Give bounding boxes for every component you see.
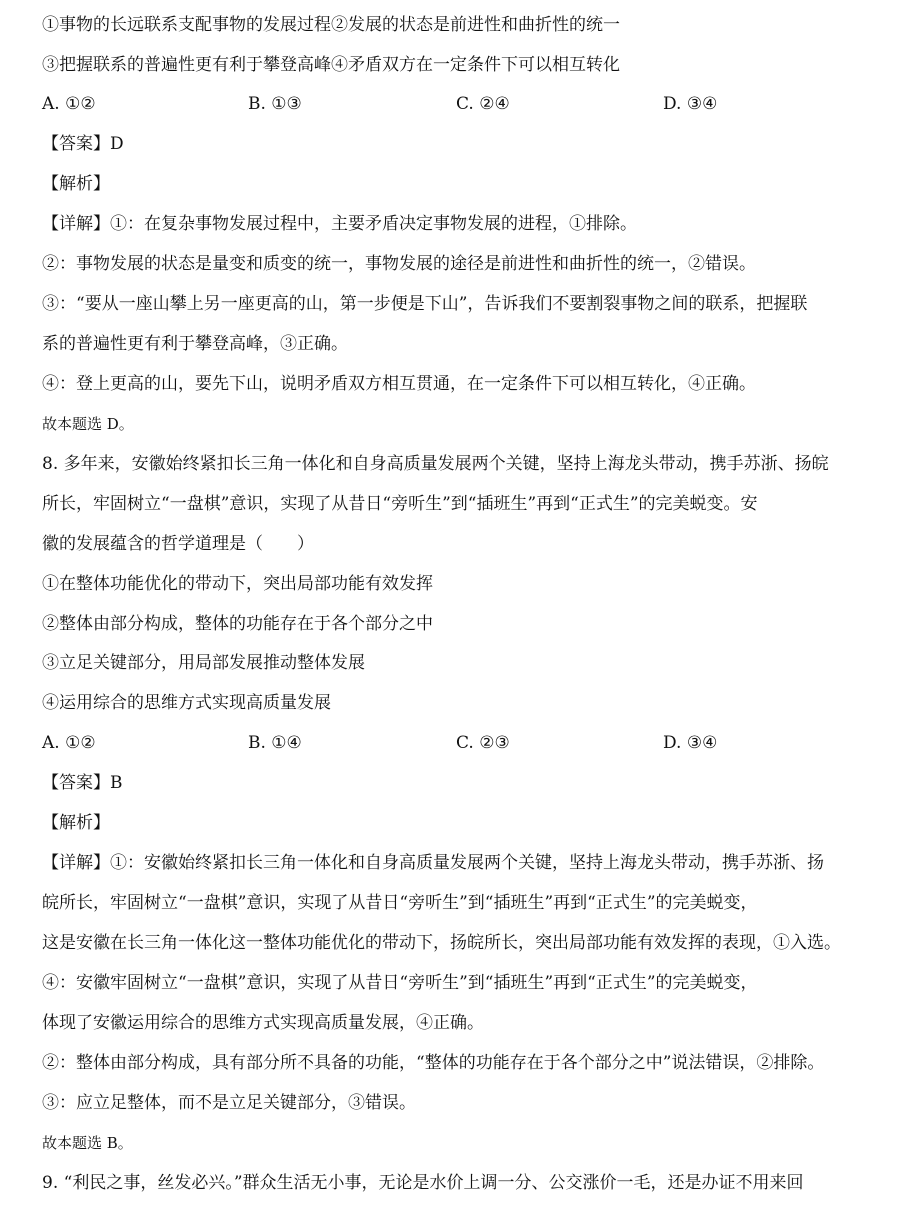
statement-line: ①在整体功能优化的带动下，突出局部功能有效发挥 bbox=[42, 574, 433, 594]
analysis-label: 【解析】 bbox=[42, 813, 110, 833]
statement-line: ②整体由部分构成，整体的功能存在于各个部分之中 bbox=[42, 614, 433, 634]
option-a: A. ①② bbox=[42, 94, 96, 114]
statement-line: ④运用综合的思维方式实现高质量发展 bbox=[42, 693, 331, 713]
option-b: B. ①③ bbox=[248, 94, 302, 114]
question-stem-line: 8. 多年来，安徽始终紧扣长三角一体化和自身高质量发展两个关键，坚持上海龙头带动，携手苏浙、扬皖 bbox=[42, 454, 829, 474]
analysis-label: 【解析】 bbox=[42, 174, 110, 194]
detail-line: 体现了安徽运用综合的思维方式实现高质量发展，④正确。 bbox=[42, 1013, 484, 1033]
detail-line: ④：登上更高的山，要先下山，说明矛盾双方相互贯通，在一定条件下可以相互转化，④正确。 bbox=[42, 374, 756, 394]
option-d: D. ③④ bbox=[663, 94, 718, 114]
detail-line: 皖所长，牢固树立“一盘棋”意识，实现了从昔日“旁听生”到“插班生”再到“正式生”的完美蜕变， bbox=[42, 893, 758, 913]
detail-line: ③：“要从一座山攀上另一座更高的山，第一步便是下山”，告诉我们不要割裂事物之间的联系，把握联 bbox=[42, 294, 808, 314]
question-stem-line: 9. “利民之事，丝发必兴。”群众生活无小事，无论是水价上调一分、公交涨价一毛，还是办证不用来回 bbox=[42, 1173, 804, 1193]
detail-line: 这是安徽在长三角一体化这一整体功能优化的带动下，扬皖所长，突出局部功能有效发挥的表现，①入选。 bbox=[42, 933, 841, 953]
detail-line: ②：整体由部分构成，具有部分所不具备的功能，“整体的功能存在于各个部分之中”说法错误，②排除。 bbox=[42, 1053, 825, 1073]
detail-line: 系的普遍性更有利于攀登高峰，③正确。 bbox=[42, 334, 348, 354]
detail-line: ④：安徽牢固树立“一盘棋”意识，实现了从昔日“旁听生”到“插班生”再到“正式生”的完美蜕变， bbox=[42, 973, 758, 993]
option-a: A. ①② bbox=[42, 733, 96, 753]
option-c: C. ②④ bbox=[456, 94, 510, 114]
detail-line: 【详解】①：安徽始终紧扣长三角一体化和自身高质量发展两个关键，坚持上海龙头带动，携手苏浙、扬 bbox=[42, 853, 824, 873]
options-row bbox=[42, 93, 882, 115]
option-d: D. ③④ bbox=[663, 733, 718, 753]
detail-line: ③：应立足整体，而不是立足关键部分，③错误。 bbox=[42, 1093, 416, 1113]
statement-line: ③立足关键部分，用局部发展推动整体发展 bbox=[42, 653, 365, 673]
answer-label: 【答案】B bbox=[42, 773, 123, 793]
detail-line: 【详解】①：在复杂事物发展过程中，主要矛盾决定事物发展的进程，①排除。 bbox=[42, 214, 637, 234]
conclusion: 故本题选 D。 bbox=[42, 415, 134, 433]
statement-line-1: ①事物的长远联系支配事物的发展过程②发展的状态是前进性和曲折性的统一 bbox=[42, 15, 620, 35]
detail-line: ②：事物发展的状态是量变和质变的统一，事物发展的途径是前进性和曲折性的统一，②错误。 bbox=[42, 254, 756, 274]
conclusion: 故本题选 B。 bbox=[42, 1134, 133, 1152]
option-c: C. ②③ bbox=[456, 733, 510, 753]
answer-label: 【答案】D bbox=[42, 134, 124, 154]
statement-line-2: ③把握联系的普遍性更有利于攀登高峰④矛盾双方在一定条件下可以相互转化 bbox=[42, 55, 620, 75]
question-stem-line: 所长，牢固树立“一盘棋”意识，实现了从昔日“旁听生”到“插班生”再到“正式生”的完美蜕变。安 bbox=[42, 494, 758, 514]
option-b: B. ①④ bbox=[248, 733, 302, 753]
question-stem-line: 徽的发展蕴含的哲学道理是（ ） bbox=[42, 534, 314, 554]
options-row bbox=[42, 732, 882, 754]
